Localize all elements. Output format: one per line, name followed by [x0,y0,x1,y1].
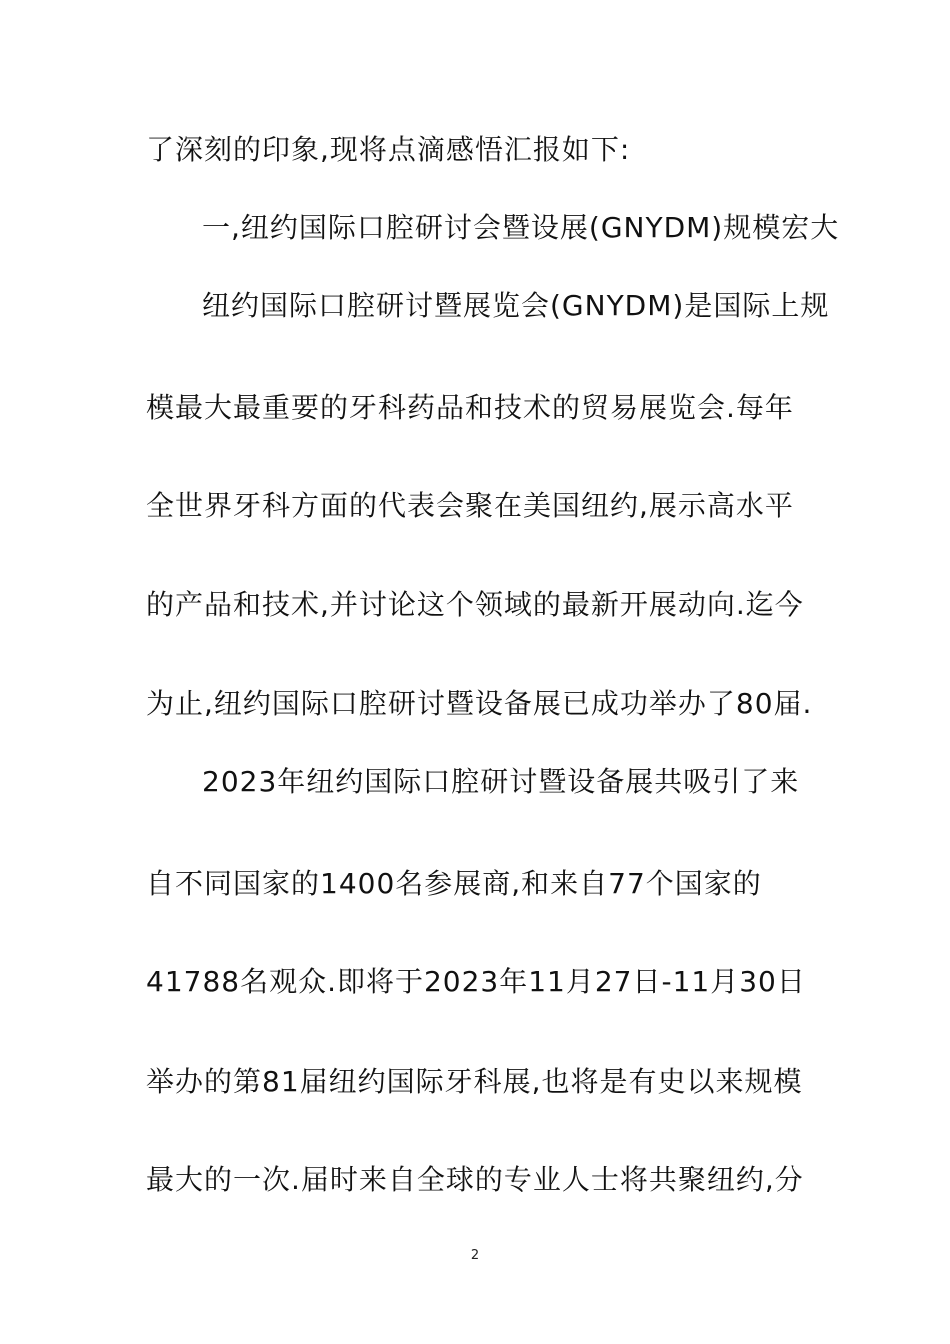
paragraph-line: 全世界牙科方面的代表会聚在美国纽约,展示高水平 [146,489,794,522]
paragraph-line: 举办的第81届纽约国际牙科展,也将是有史以来规模 [146,1065,803,1098]
text-line: 了深刻的印象,现将点滴感悟汇报如下: [146,133,631,166]
paragraph-line: 为止,纽约国际口腔研讨暨设备展已成功举办了80届. [146,687,813,720]
paragraph-line: 2023年纽约国际口腔研讨暨设备展共吸引了来 [202,765,800,798]
paragraph-line: 纽约国际口腔研讨暨展览会(GNYDM)是国际上规 [202,289,830,322]
paragraph-line: 自不同国家的1400名参展商,和来自77个国家的 [146,867,762,900]
paragraph-line: 最大的一次.届时来自全球的专业人士将共聚纽约,分 [146,1163,804,1196]
paragraph-line: 41788名观众.即将于2023年11月27日-11月30日 [146,965,806,998]
paragraph-line: 的产品和技术,并讨论这个领域的最新开展动向.迄今 [146,588,804,621]
paragraph-line: 模最大最重要的牙科药品和技术的贸易展览会.每年 [146,391,794,424]
page-number: 2 [470,1248,480,1263]
section-heading: 一,纽约国际口腔研讨会暨设展(GNYDM)规模宏大 [202,211,840,244]
